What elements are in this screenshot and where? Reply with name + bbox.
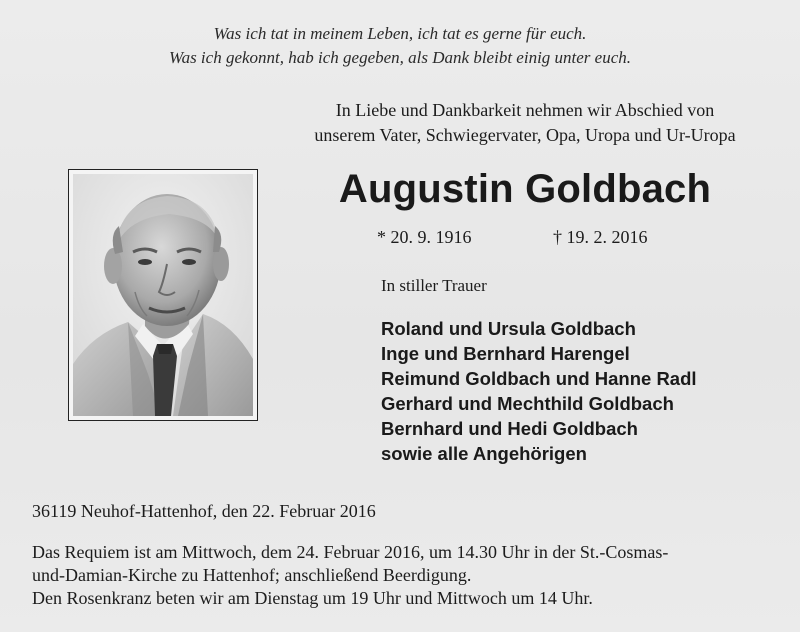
farewell-intro-line-2: unserem Vater, Schwiegervater, Opa, Uropa und Ur-Uropa [314, 125, 736, 145]
service-details-line-3: Den Rosenkranz beten wir am Dienstag um 19 Uhr und Mittwoch um 14 Uhr. [32, 588, 593, 608]
service-details [32, 541, 792, 610]
mourner-entry: Gerhard und Mechthild Goldbach [381, 393, 674, 414]
memorial-verse-line-2: Was ich gekonnt, hab ich gegeben, als Dank bleibt einig unter euch. [168, 48, 632, 67]
mourning-heading: In stiller Trauer [381, 276, 487, 295]
deceased-name: Augustin Goldbach [338, 167, 712, 211]
death-date: † 19. 2. 2016 [553, 227, 648, 247]
service-details-line-2: und-Damian-Kirche zu Hattenhof; anschließend Beerdigung. [32, 565, 472, 585]
mourner-entry: Reimund Goldbach und Hanne Radl [381, 368, 697, 389]
birth-date: * 20. 9. 1916 [377, 227, 472, 247]
portrait-photo [73, 174, 253, 416]
memorial-verse [0, 22, 800, 70]
place-and-date: 36119 Neuhof-Hattenhof, den 22. Februar 2016 [32, 501, 376, 521]
mourner-entry: Inge und Bernhard Harengel [381, 343, 630, 364]
farewell-intro-line-1: In Liebe und Dankbarkeit nehmen wir Abschied von [335, 100, 715, 120]
farewell-intro [250, 98, 800, 148]
mourner-entry: Bernhard und Hedi Goldbach [381, 418, 638, 439]
portrait-frame [68, 169, 258, 421]
mourners-list [381, 316, 697, 466]
mourner-entry: Roland und Ursula Goldbach [381, 318, 636, 339]
service-details-line-1: Das Requiem ist am Mittwoch, dem 24. Februar 2016, um 14.30 Uhr in der St.-Cosmas- [32, 542, 669, 562]
mourner-entry: sowie alle Angehörigen [381, 443, 587, 464]
memorial-verse-line-1: Was ich tat in meinem Leben, ich tat es gerne für euch. [213, 24, 587, 43]
portrait-illustration [73, 174, 253, 416]
